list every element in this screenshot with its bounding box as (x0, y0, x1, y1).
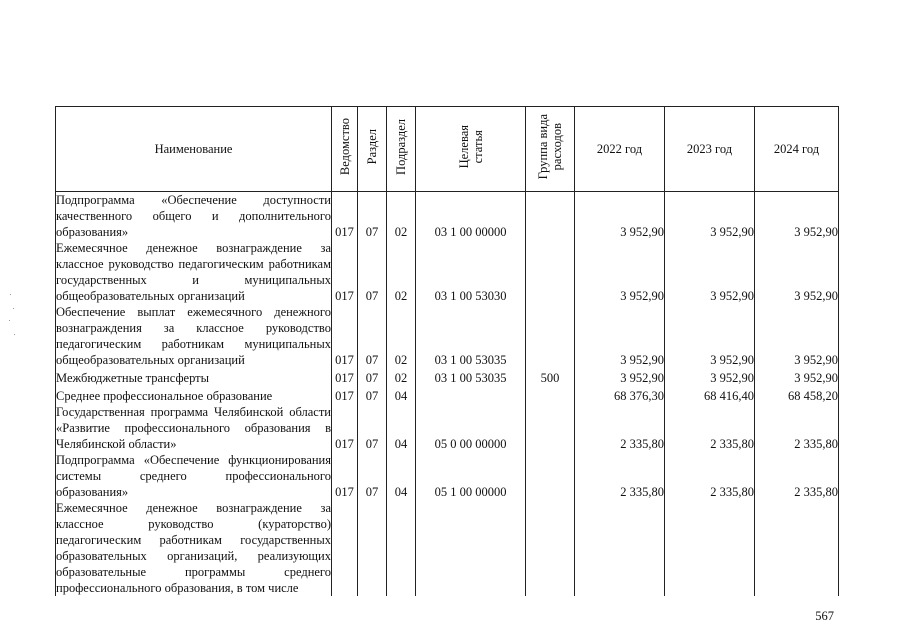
row-name: Ежемесячное денежное вознаграждение за классное руководство педагогическим работникам государственных и муниципальных общеобразовательных организаций (56, 241, 331, 303)
row-vedomstvo: 017 (332, 368, 358, 386)
row-amount-2023: 3 952,90 (665, 368, 755, 386)
row-podrazdel: 02 (387, 304, 416, 368)
row-amount-2023 (665, 500, 755, 596)
row-amount-2022 (575, 500, 665, 596)
row-name: Государственная программа Челябинской области «Развитие профессионального образования в Челябинской области» (56, 405, 331, 451)
row-target-article: 03 1 00 53030 (416, 240, 526, 304)
row-expense-group (526, 404, 575, 452)
row-amount-2024: 3 952,90 (755, 240, 839, 304)
row-amount-2024: 2 335,80 (755, 452, 839, 500)
row-amount-2022: 2 335,80 (575, 404, 665, 452)
header-2022: 2022 год (575, 107, 665, 192)
row-amount-2023: 3 952,90 (665, 240, 755, 304)
row-razdel (358, 500, 387, 596)
table-row (56, 304, 839, 368)
row-target-article: 03 1 00 00000 (416, 192, 526, 241)
row-target-article: 03 1 00 53035 (416, 368, 526, 386)
row-target-article: 05 1 00 00000 (416, 452, 526, 500)
row-razdel: 07 (358, 240, 387, 304)
row-razdel: 07 (358, 386, 387, 404)
row-expense-group (526, 386, 575, 404)
row-amount-2022: 3 952,90 (575, 368, 665, 386)
table-row (56, 240, 839, 304)
row-expense-group (526, 192, 575, 241)
header-podrazdel: Подраздел (387, 107, 416, 192)
header-2023: 2023 год (665, 107, 755, 192)
row-amount-2023: 3 952,90 (665, 192, 755, 241)
table-row (56, 368, 839, 386)
row-name: Подпрограмма «Обеспечение функционирования системы среднего профессионального образования» (56, 453, 331, 499)
row-podrazdel: 04 (387, 404, 416, 452)
row-amount-2023: 3 952,90 (665, 304, 755, 368)
row-vedomstvo: 017 (332, 304, 358, 368)
row-target-article (416, 386, 526, 404)
row-amount-2022: 2 335,80 (575, 452, 665, 500)
row-amount-2024 (755, 500, 839, 596)
header-vedomstvo: Ведомство (332, 107, 358, 192)
row-expense-group (526, 304, 575, 368)
row-razdel: 07 (358, 452, 387, 500)
header-target-article: Целевая статья (416, 107, 526, 192)
row-target-article: 05 0 00 00000 (416, 404, 526, 452)
row-razdel: 07 (358, 304, 387, 368)
header-2024: 2024 год (755, 107, 839, 192)
table-row (56, 404, 839, 452)
row-amount-2024: 68 458,20 (755, 386, 839, 404)
row-amount-2024: 3 952,90 (755, 368, 839, 386)
row-vedomstvo: 017 (332, 192, 358, 241)
row-name: Межбюджетные трансферты (56, 368, 332, 386)
row-vedomstvo: 017 (332, 240, 358, 304)
header-expense-group: Группа вида расходов (526, 107, 575, 192)
row-expense-group (526, 500, 575, 596)
row-razdel: 07 (358, 368, 387, 386)
row-podrazdel: 02 (387, 368, 416, 386)
row-vedomstvo (332, 500, 358, 596)
row-amount-2024: 3 952,90 (755, 192, 839, 241)
scan-artifact (8, 290, 18, 350)
header-name: Наименование (56, 107, 332, 192)
budget-table (55, 106, 839, 596)
row-expense-group (526, 452, 575, 500)
row-vedomstvo: 017 (332, 404, 358, 452)
row-amount-2024: 2 335,80 (755, 404, 839, 452)
row-target-article (416, 500, 526, 596)
page-number: 567 (815, 609, 834, 623)
row-name: Подпрограмма «Обеспечение доступности качественного общего и дополнительного образования» (56, 193, 331, 239)
row-amount-2022: 68 376,30 (575, 386, 665, 404)
row-podrazdel: 02 (387, 240, 416, 304)
row-name: Среднее профессиональное образование (56, 386, 332, 404)
row-target-article: 03 1 00 53035 (416, 304, 526, 368)
row-expense-group (526, 240, 575, 304)
row-podrazdel: 04 (387, 452, 416, 500)
table-row (56, 386, 839, 404)
row-amount-2022: 3 952,90 (575, 240, 665, 304)
row-amount-2022: 3 952,90 (575, 192, 665, 241)
row-amount-2023: 2 335,80 (665, 452, 755, 500)
row-razdel: 07 (358, 404, 387, 452)
row-podrazdel: 04 (387, 386, 416, 404)
row-expense-group: 500 (526, 368, 575, 386)
row-podrazdel (387, 500, 416, 596)
table-row (56, 500, 839, 596)
row-name: Обеспечение выплат ежемесячного денежного вознаграждения за классное руководство педагогическим работникам муниципальных общеобразовательных организаций (56, 305, 331, 367)
row-amount-2022: 3 952,90 (575, 304, 665, 368)
row-vedomstvo: 017 (332, 452, 358, 500)
header-razdel: Раздел (358, 107, 387, 192)
table-row (56, 192, 839, 241)
row-vedomstvo: 017 (332, 386, 358, 404)
row-name: Ежемесячное денежное вознаграждение за классное руководство (кураторство) педагогическим работникам государственных образовательных организаций, реализующих образовательные программы среднего профессионального образования, в том числе (56, 501, 331, 595)
row-amount-2023: 2 335,80 (665, 404, 755, 452)
row-amount-2023: 68 416,40 (665, 386, 755, 404)
table-row (56, 452, 839, 500)
row-amount-2024: 3 952,90 (755, 304, 839, 368)
row-podrazdel: 02 (387, 192, 416, 241)
row-razdel: 07 (358, 192, 387, 241)
header-row (56, 107, 839, 192)
